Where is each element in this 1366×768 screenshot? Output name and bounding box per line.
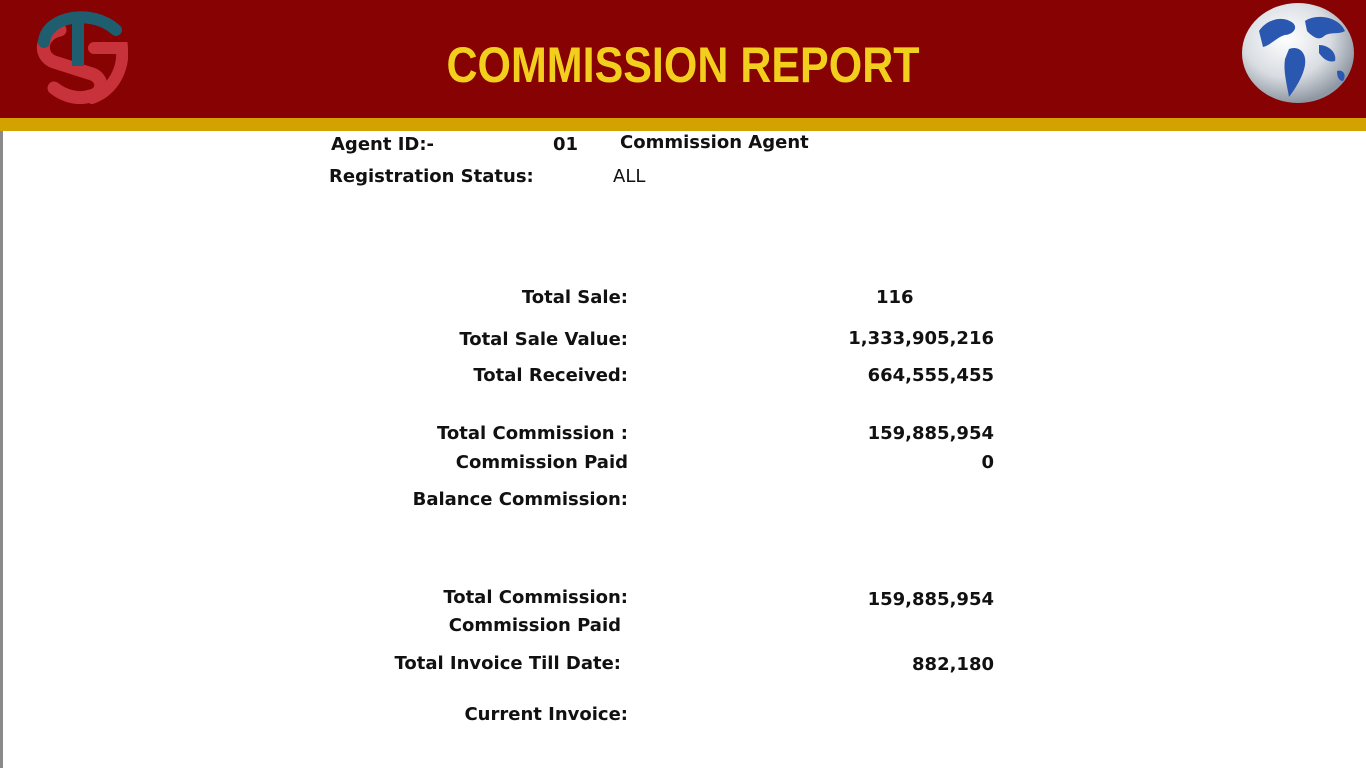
total-received-label: Total Received: (473, 365, 628, 386)
current-invoice-label: Current Invoice: (464, 704, 628, 725)
agent-id-value: 01 (553, 134, 579, 155)
total-commission-label: Total Commission : (437, 423, 628, 444)
globe-icon (1241, 1, 1356, 105)
accent-bar (0, 118, 1366, 131)
total-commission-2-value: 159,885,954 (867, 589, 994, 610)
commission-paid-label: Commission Paid (455, 452, 628, 473)
commission-paid-2-label: Commission Paid (448, 615, 621, 636)
total-sale-label: Total Sale: (521, 287, 628, 308)
total-commission-value: 159,885,954 (867, 423, 994, 444)
total-sale-value-amount: 1,333,905,216 (848, 328, 994, 349)
agent-id-label: Agent ID:- (331, 134, 435, 155)
registration-status-value: ALL (613, 166, 646, 187)
total-invoice-label: Total Invoice Till Date: (394, 653, 621, 674)
registration-status-label: Registration Status: (329, 166, 534, 187)
total-received-value: 664,555,455 (867, 365, 994, 386)
total-commission-2-label: Total Commission: (443, 587, 628, 608)
page-title: COMMISSION REPORT (446, 37, 920, 93)
agent-name: Commission Agent (620, 132, 809, 153)
left-border (0, 131, 3, 768)
total-sale-value-label: Total Sale Value: (459, 329, 628, 350)
total-sale-value: 116 (876, 287, 914, 308)
balance-commission-label: Balance Commission: (412, 489, 628, 510)
total-invoice-value: 882,180 (912, 654, 994, 675)
commission-paid-value: 0 (981, 452, 994, 473)
